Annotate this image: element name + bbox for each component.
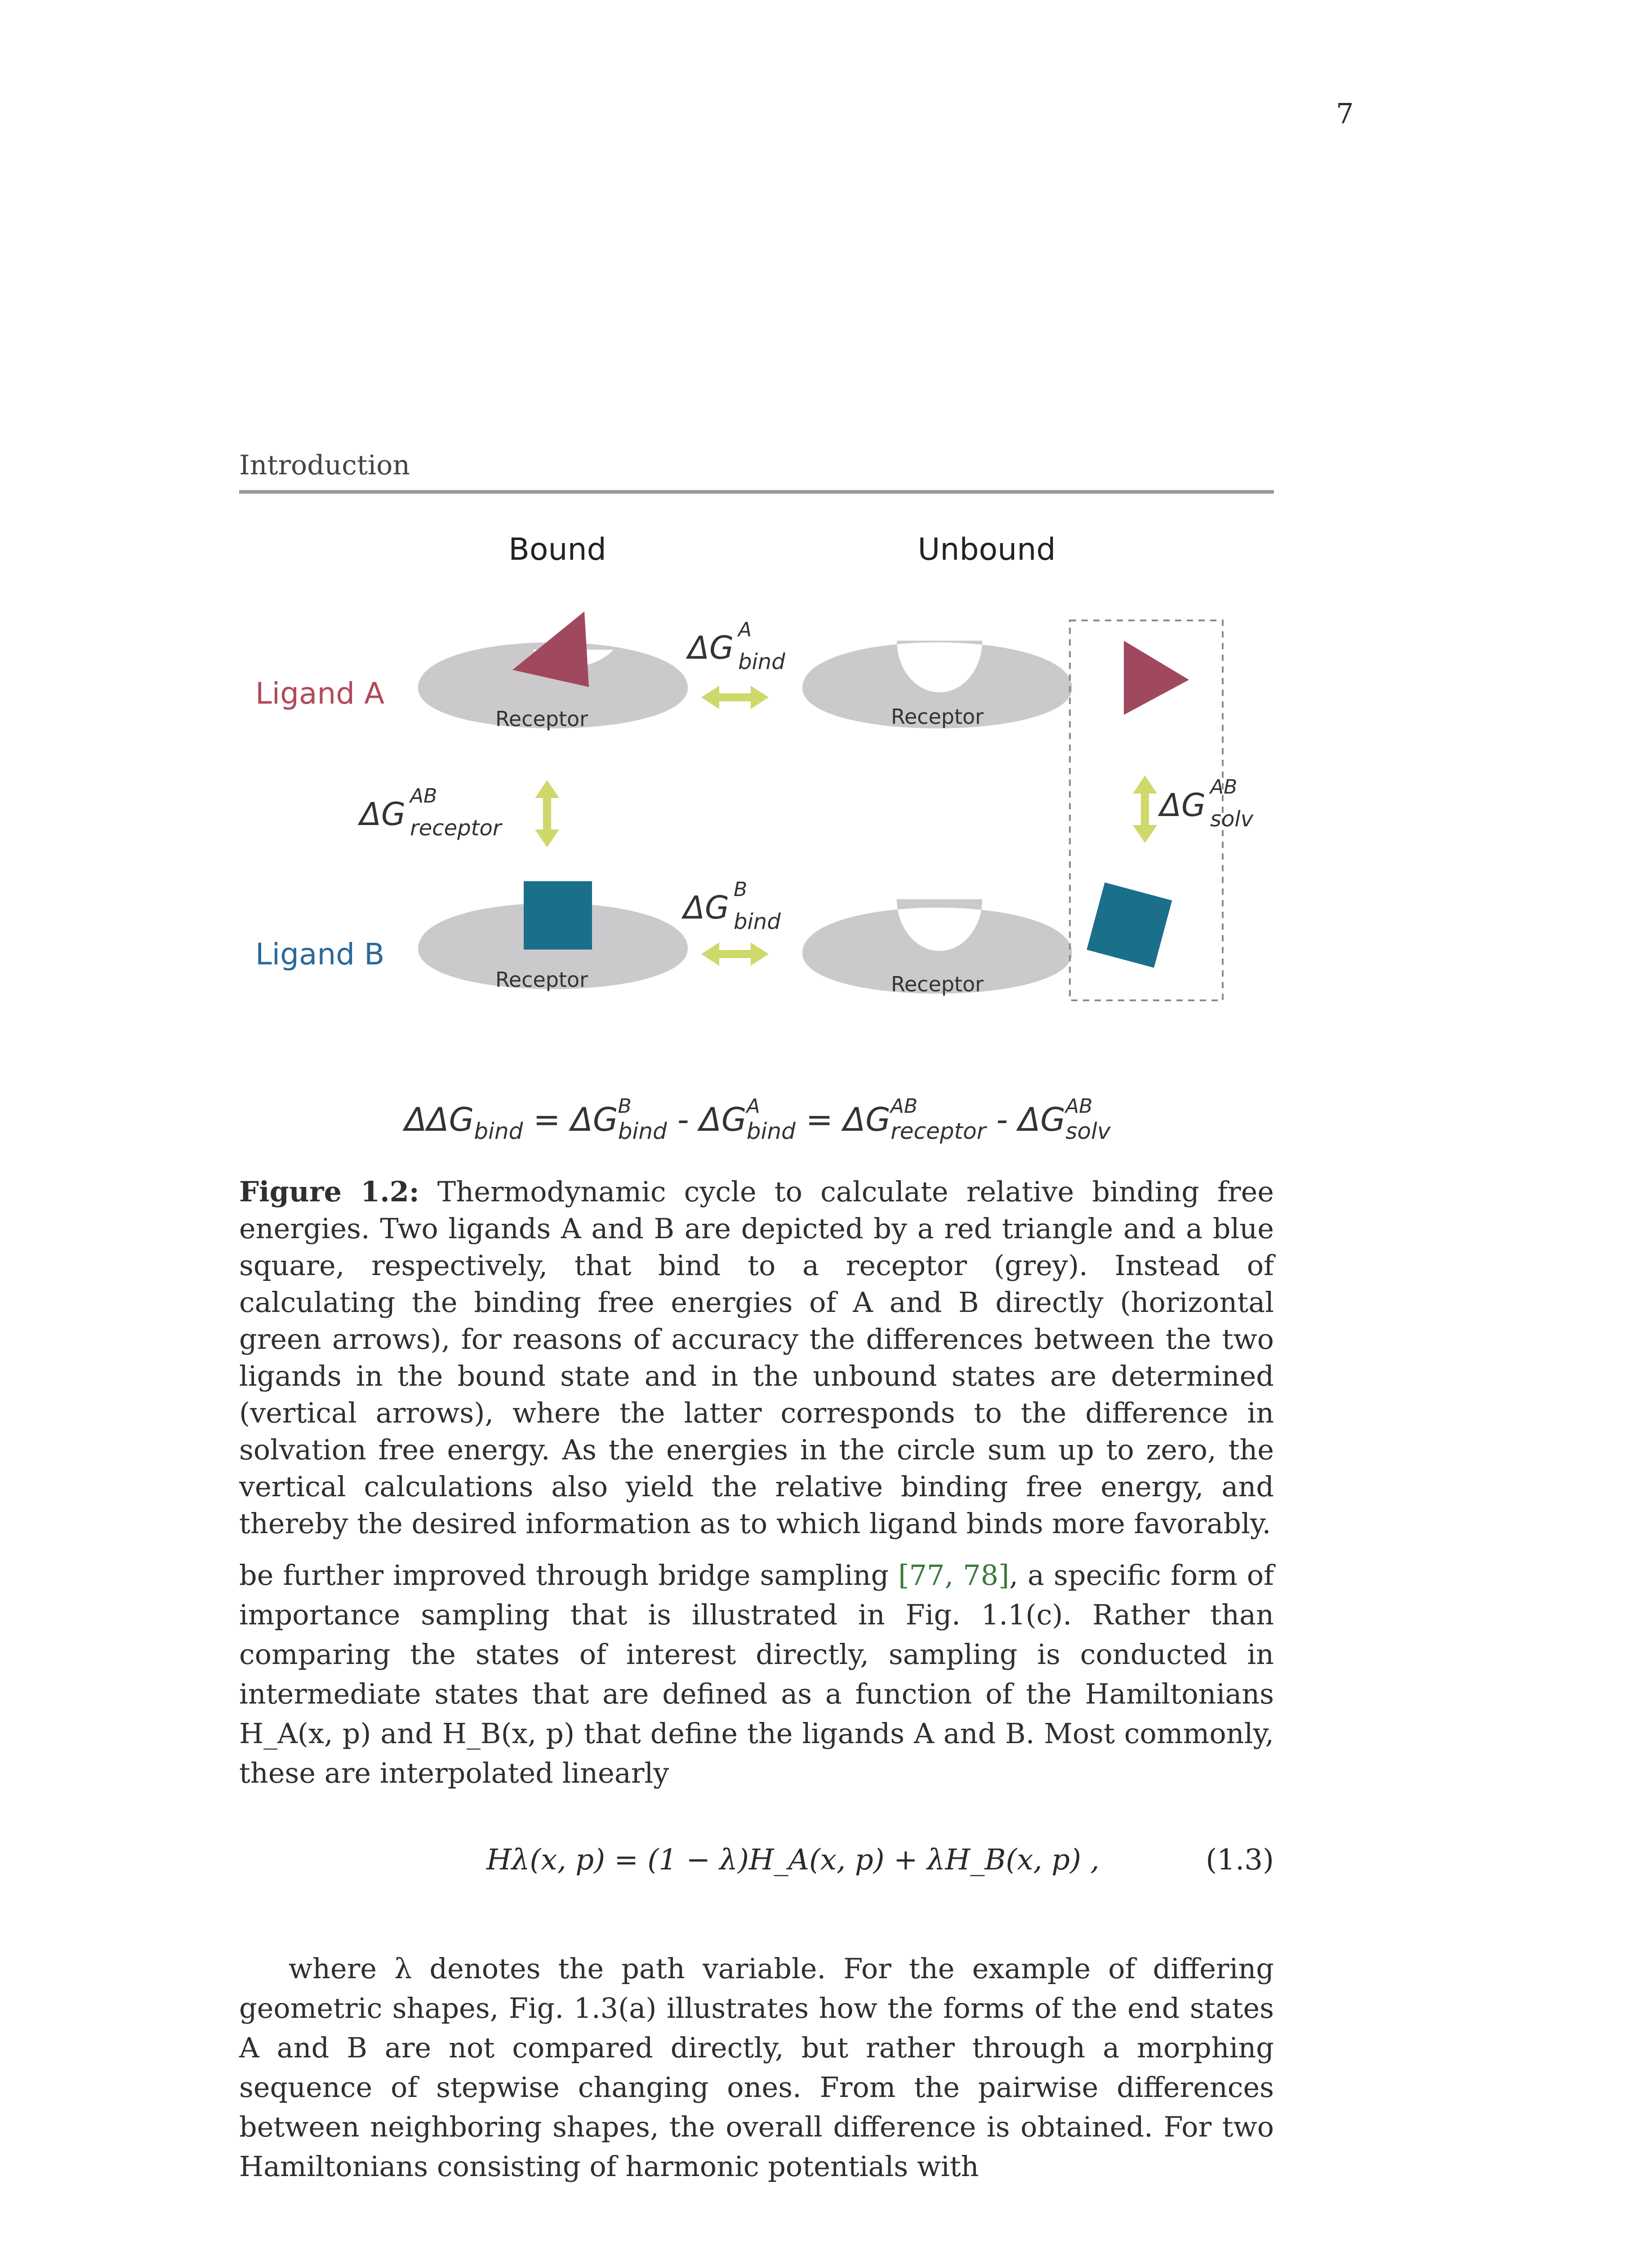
svg-text:bind: bind	[738, 649, 785, 674]
figure-caption-label: Figure 1.2:	[239, 1175, 419, 1208]
svg-text:ΔG: ΔG	[1160, 787, 1206, 824]
svg-text:B: B	[734, 878, 748, 901]
equation-1-3	[239, 1843, 1274, 1888]
receptor-label: Receptor	[891, 972, 984, 996]
paragraph-text: , a specific form of importance sampling that is illustrated in Fig. 1.1(c). Rather than comparing the states of interest directly, sampling is conducted in intermediate states that are defined as a function of the Hamiltonians H_A(x, p) and H_B(x, p) that define the ligands A and B. Most commonly, these are interpolated linearly	[239, 1559, 1274, 1789]
svg-text:ΔG: ΔG	[688, 629, 734, 666]
dg-receptor-label	[357, 785, 503, 841]
bind-b-arrow	[701, 942, 769, 966]
body-paragraph-1	[239, 1556, 1274, 1793]
ligand-a-label: Ligand A	[255, 676, 385, 711]
bound-header: Bound	[508, 532, 606, 567]
body-paragraph-2: where λ denotes the path variable. For the example of differing geometric shapes, Fig. 1.3(a) illustrates how the forms of the end states A and B are not compared directly, but rather through a morphing sequence of stepwise changing ones. From the pairwise differences between neighboring shapes, the overall difference is obtained. For two Hamiltonians consisting of harmonic potentials with	[239, 1952, 1274, 2183]
svg-text:bind: bind	[734, 909, 781, 934]
dg-bind-a-label	[686, 618, 785, 674]
ligand-a-triangle-free	[1124, 641, 1189, 715]
running-head: Introduction	[239, 450, 410, 481]
svg-text:receptor: receptor	[410, 816, 502, 841]
receptor-arrow	[535, 780, 559, 847]
citation-link[interactable]: [77, 78]	[898, 1559, 1010, 1592]
ligand-b-label: Ligand B	[255, 937, 385, 972]
receptor-label: Receptor	[495, 707, 588, 731]
dg-solv-label	[1158, 776, 1254, 832]
equation-body: Hλ(x, p) = (1 − λ)H_A(x, p) + λH_B(x, p) ,	[486, 1843, 1100, 1877]
svg-text:ΔG: ΔG	[360, 796, 406, 833]
receptor-label: Receptor	[891, 705, 984, 729]
svg-text:AB: AB	[410, 785, 437, 807]
paragraph-text: be further improved through bridge sampling	[239, 1559, 899, 1592]
unbound-header: Unbound	[917, 532, 1056, 567]
thermodynamic-cycle-figure	[225, 526, 1313, 1148]
equation-number: (1.3)	[1206, 1843, 1274, 1877]
svg-text:ΔΔGbind = ΔGBbind - ΔGAbind =: $\Delta\Delta G_{bind} = \Delta G^B$ bind - $\Delta G^A$ bind = $\Delta G^{AB}$ receptor - $\Delta G^{AB}$ solv	[405, 1095, 1111, 1144]
bind-a-arrow	[701, 686, 769, 709]
figure-caption	[239, 1173, 1274, 1542]
svg-text:A: A	[738, 618, 752, 641]
figure-caption-text: Thermodynamic cycle to calculate relative binding free energies. Two ligands A and B are depicted by a red triangle and a blue square, respectively, that bind to a receptor (grey). Instead of calculating the binding free energies of A and B directly (horizontal green arrows), for reasons of accuracy the differences between the two ligands in the bound state and in the unbound states are determined (vertical arrows), where the latter corresponds to the difference in solvation free energy. As the energies in the circle sum up to zero, the vertical calculations also yield the relative binding free energy, and thereby the desired information as to which ligand binds more favorably.	[239, 1175, 1274, 1540]
ligand-b-square-free	[1086, 883, 1172, 968]
dg-bind-b-label	[681, 878, 781, 934]
ddg-equation	[402, 1095, 1111, 1144]
solv-arrow	[1133, 776, 1157, 843]
page-number: 7	[1336, 97, 1354, 130]
ligand-b-square	[524, 881, 592, 950]
svg-text:ΔG: ΔG	[683, 889, 730, 926]
receptor-label: Receptor	[495, 968, 588, 992]
svg-text:AB: AB	[1210, 776, 1238, 798]
header-rule	[239, 490, 1274, 494]
svg-text:solv: solv	[1210, 807, 1254, 832]
